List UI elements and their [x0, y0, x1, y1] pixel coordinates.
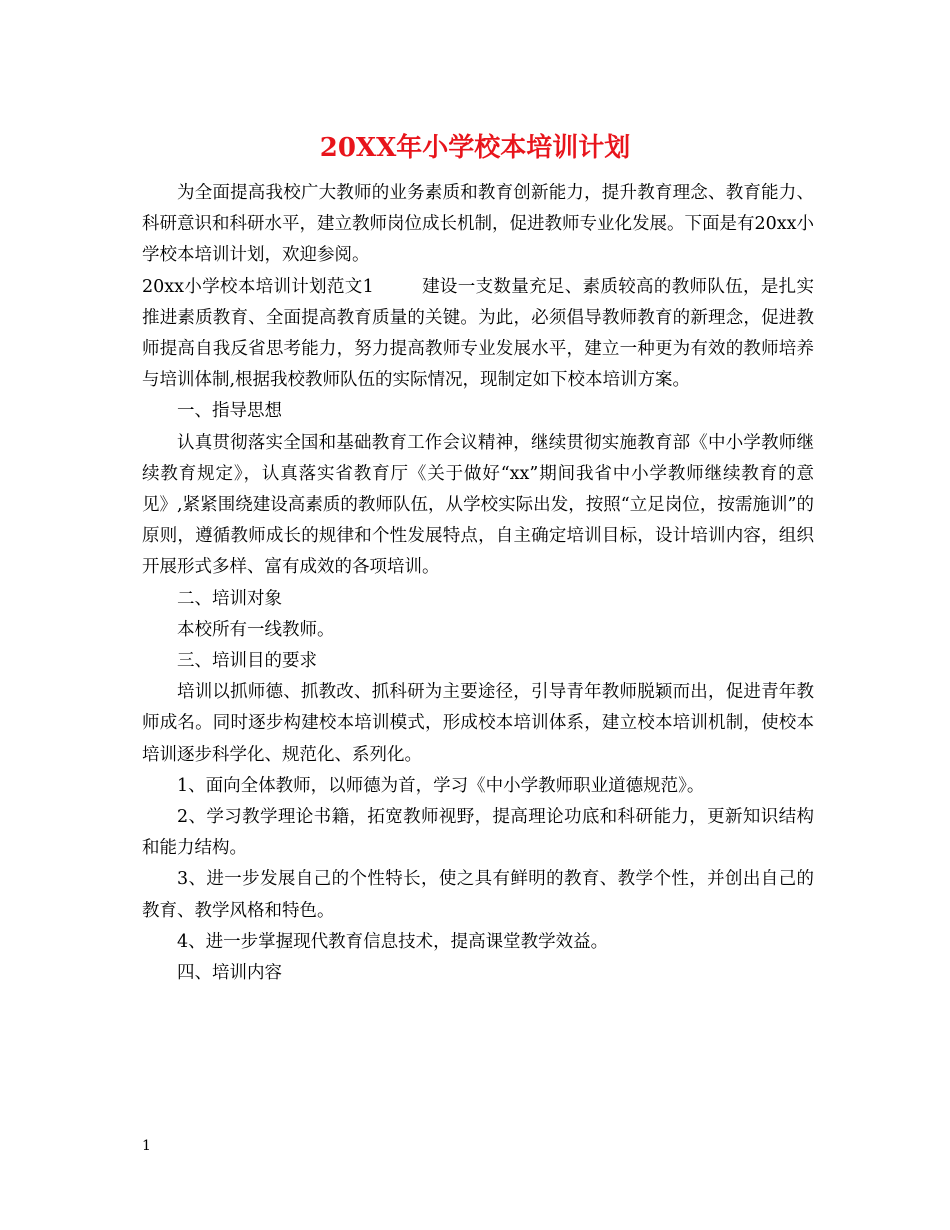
paragraph-training-goals: 培训以抓师德、抓教改、抓科研为主要途径，引导青年教师脱颖而出，促进青年教师成名。同时逐步构建校本培训模式，形成校本培训体系，建立校本培训机制，使校本培训逐步科学化、规范化、系列化。: [142, 682, 814, 765]
heading-training-goals: 三、培训目的要求: [177, 651, 317, 672]
heading-training-content: 四、培训内容: [177, 963, 282, 984]
paragraph-training-target: 本校所有一线教师。: [177, 619, 335, 640]
paragraph-guiding-thought: 认真贯彻落实全国和基础教育工作会议精神，继续贯彻实施教育部《中小学教师继续教育规定》，认真落实省教育厅《关于做好“xx”期间我省中小学教师继续教育的意见》,紧紧围绕建设高素质的教师队伍，从学校实际出发，按照“立足岗位，按需施训”的原则，遵循教师成长的规律和个性发展特点，自主确定培训目标，设计培训内容，组织开展形式多样、富有成效的各项培训。: [142, 432, 814, 578]
list-item-1: 1、面向全体教师，以师德为首，学习《中小学教师职业道德规范》。: [177, 775, 705, 796]
paragraph-intro: 为全面提高我校广大教师的业务素质和教育创新能力，提升教育理念、教育能力、科研意识和科研水平，建立教师岗位成长机制，促进教师专业化发展。下面是有20xx小学校本培训计划，欢迎参阅。: [142, 183, 815, 266]
heading-guiding-thought: 一、指导思想: [177, 401, 282, 422]
sample-heading: 20xx小学校本培训计划范文1: [142, 276, 374, 297]
list-item-4: 4、进一步掌握现代教育信息技术，提高课堂教学效益。: [177, 931, 609, 952]
page-number: 1: [142, 1138, 151, 1154]
list-item-3: 3、进一步发展自己的个性特长，使之具有鲜明的教育、教学个性，并创出自己的教育、教学风格和特色。: [142, 869, 814, 921]
document-title: 20XX年小学校本培训计划: [319, 133, 631, 163]
paragraph-sample-1: [142, 272, 814, 397]
sample-text: 建设一支数量充足、素质较高的教师队伍，是扎实推进素质教育、全面提高教育质量的关键。为此，必须倡导教师教育的新理念，促进教师提高自我反省思考能力，努力提高教师专业发展水平，建立一种更为有效的教师培养与培训体制,根据我校教师队伍的实际情况，现制定如下校本培训方案。: [142, 276, 815, 391]
document-body: [142, 178, 814, 989]
heading-training-target: 二、培训对象: [177, 588, 282, 609]
list-item-2: 2、学习教学理论书籍，拓宽教师视野，提高理论功底和科研能力，更新知识结构和能力结构。: [142, 807, 814, 859]
